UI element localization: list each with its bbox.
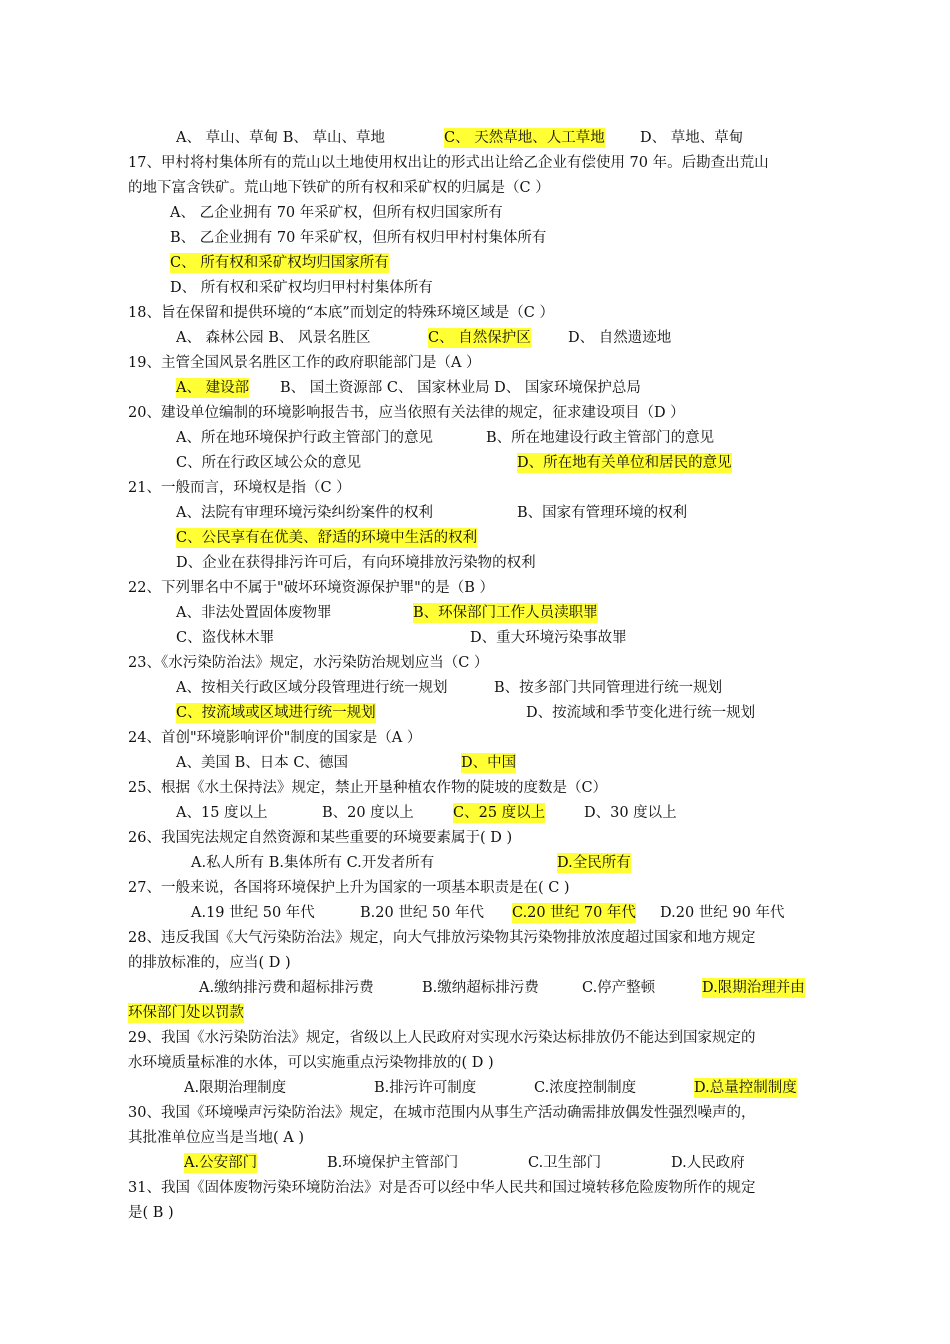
q17-question-cont: 的地下富含铁矿。荒山地下铁矿的所有权和采矿权的归属是（C ） xyxy=(128,180,550,196)
q25-question: 25、根据《水土保持法》规定，禁止开垦种植农作物的陡坡的度数是（C） xyxy=(128,780,608,796)
q29-option-c: C.浓度控制制度 xyxy=(534,1080,637,1096)
q18-option-d: D、 自然遗迹地 xyxy=(568,330,672,346)
q22-question: 22、下列罪名中不属于"破坏环境资源保护罪"的是（B ） xyxy=(128,580,495,596)
q27-option-b: B.20 世纪 50 年代 xyxy=(360,905,484,921)
q24-options-abc: A、美国 B、日本 C、德国 xyxy=(176,755,348,771)
q25-option-a: A、15 度以上 xyxy=(176,805,268,821)
q17-option-b: B、 乙企业拥有 70 年采矿权，但所有权归甲村村集体所有 xyxy=(170,230,547,246)
q22-option-c: C、盗伐林木罪 xyxy=(176,630,275,646)
q21-option-b: B、国家有管理环境的权利 xyxy=(517,505,688,521)
q29-answer-d: D.总量控制制度 xyxy=(694,1080,797,1096)
q17-option-a: A、 乙企业拥有 70 年采矿权，但所有权归国家所有 xyxy=(170,205,503,221)
q21-answer-c: C、公民享有在优美、舒适的环境中生活的权利 xyxy=(176,530,478,546)
q28-question: 28、违反我国《大气污染防治法》规定，向大气排放污染物其污染物排放浓度超过国家和地方规定 xyxy=(128,930,756,946)
q26-question: 26、我国宪法规定自然资源和某些重要的环境要素属于( D ) xyxy=(128,830,513,846)
q25-option-d: D、30 度以上 xyxy=(584,805,677,821)
q30-answer-a: A.公安部门 xyxy=(184,1155,258,1171)
q27-option-a: A.19 世纪 50 年代 xyxy=(191,905,315,921)
q20-option-c: C、所在行政区域公众的意见 xyxy=(176,455,362,471)
q22-option-a: A、非法处置固体废物罪 xyxy=(176,605,332,621)
q23-question: 23、《水污染防治法》规定，水污染防治规划应当（C ） xyxy=(128,655,489,671)
q27-option-d: D.20 世纪 90 年代 xyxy=(660,905,785,921)
q30-option-b: B.环境保护主管部门 xyxy=(327,1155,459,1171)
q29-question-cont: 水环境质量标准的水体，可以实施重点污染物排放的( D ) xyxy=(128,1055,494,1071)
q20-option-b: B、所在地建设行政主管部门的意见 xyxy=(486,430,715,446)
q20-option-a: A、所在地环境保护行政主管部门的意见 xyxy=(176,430,433,446)
q16-options-ab: A、 草山、草甸 B、 草山、草地 xyxy=(176,130,385,146)
q19-question: 19、主管全国风景名胜区工作的政府职能部门是（A ） xyxy=(128,355,481,371)
q22-answer-b: B、环保部门工作人员渎职罪 xyxy=(413,605,598,621)
q23-option-d: D、按流域和季节变化进行统一规划 xyxy=(526,705,756,721)
q22-option-d: D、重大环境污染事故罪 xyxy=(470,630,627,646)
q30-question-cont: 其批准单位应当是当地( A ) xyxy=(128,1130,305,1146)
q24-question: 24、首创"环境影响评价"制度的国家是（A ） xyxy=(128,730,422,746)
q16-option-d: D、 草地、草甸 xyxy=(640,130,744,146)
q29-option-a: A.限期治理制度 xyxy=(184,1080,287,1096)
q21-option-a: A、法院有审理环境污染纠纷案件的权利 xyxy=(176,505,433,521)
q20-question: 20、建设单位编制的环境影响报告书，应当依照有关法律的规定，征求建设项目（D ） xyxy=(128,405,685,421)
q26-answer-d: D.全民所有 xyxy=(557,855,631,871)
q20-answer-d: D、所在地有关单位和居民的意见 xyxy=(517,455,732,471)
q23-option-b: B、按多部门共同管理进行统一规划 xyxy=(494,680,723,696)
q27-question: 27、一般来说，各国将环境保护上升为国家的一项基本职责是在( C ) xyxy=(128,880,570,896)
q19-options-bcd: B、 国土资源部 C、 国家林业局 D、 国家环境保护总局 xyxy=(280,380,641,396)
q18-answer-c: C、 自然保护区 xyxy=(428,330,531,346)
q24-answer-d: D、中国 xyxy=(461,755,517,771)
q30-option-d: D.人民政府 xyxy=(671,1155,745,1171)
q28-option-c: C.停产整顿 xyxy=(582,980,656,996)
q30-question: 30、我国《环境噪声污染防治法》规定，在城市范围内从事生产活动确需排放偶发性强烈噪声的， xyxy=(128,1105,756,1121)
q28-option-b: B.缴纳超标排污费 xyxy=(422,980,539,996)
q21-question: 21、一般而言，环境权是指（C ） xyxy=(128,480,351,496)
q19-answer-a: A、 建设部 xyxy=(176,380,250,396)
q26-options-abc: A.私人所有 B.集体所有 C.开发者所有 xyxy=(191,855,435,871)
q29-question: 29、我国《水污染防治法》规定，省级以上人民政府对实现水污染达标排放仍不能达到国家规定的 xyxy=(128,1030,756,1046)
q17-answer-c: C、 所有权和采矿权均归国家所有 xyxy=(170,255,389,271)
q23-option-a: A、按相关行政区域分段管理进行统一规划 xyxy=(176,680,448,696)
q31-question-cont: 是( B ) xyxy=(128,1205,174,1221)
q17-question: 17、甲村将村集体所有的荒山以土地使用权出让的形式出让给乙企业有偿使用 70 年。后勘查出荒山 xyxy=(128,155,769,171)
q18-question: 18、旨在保留和提供环境的“本底”而划定的特殊环境区域是（C ） xyxy=(128,305,554,321)
q29-option-b: B.排污许可制度 xyxy=(374,1080,477,1096)
q17-option-d: D、 所有权和采矿权均归甲村村集体所有 xyxy=(170,280,433,296)
q28-option-a: A.缴纳排污费和超标排污费 xyxy=(199,980,374,996)
q28-answer-d-cont: 环保部门处以罚款 xyxy=(128,1005,244,1021)
q30-option-c: C.卫生部门 xyxy=(528,1155,602,1171)
q16-answer-c: C、 天然草地、人工草地 xyxy=(444,130,605,146)
q27-answer-c: C.20 世纪 70 年代 xyxy=(512,905,636,921)
q18-options-ab: A、 森林公园 B、 风景名胜区 xyxy=(176,330,371,346)
q28-answer-d: D.限期治理并由 xyxy=(702,980,805,996)
q28-question-cont: 的排放标准的，应当( D ) xyxy=(128,955,291,971)
q23-answer-c: C、按流域或区域进行统一规划 xyxy=(176,705,376,721)
q21-option-d: D、企业在获得排污许可后，有向环境排放污染物的权利 xyxy=(176,555,536,571)
q31-question: 31、我国《固体废物污染环境防治法》对是否可以经中华人民共和国过境转移危险废物所作的规定 xyxy=(128,1180,756,1196)
q25-option-b: B、20 度以上 xyxy=(322,805,414,821)
q25-answer-c: C、25 度以上 xyxy=(453,805,546,821)
